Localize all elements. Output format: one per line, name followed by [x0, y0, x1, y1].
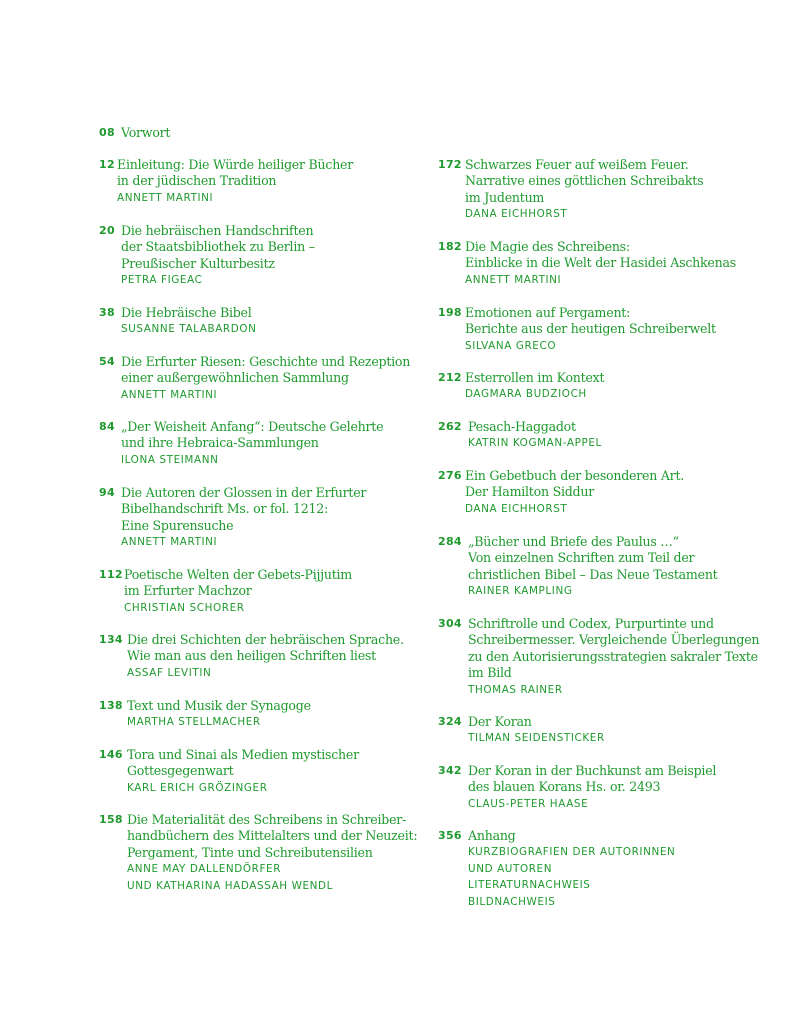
entry-body: [465, 468, 778, 517]
page-number: 146: [99, 748, 123, 761]
entry-body: [465, 305, 778, 354]
toc-entry[interactable]: [99, 419, 419, 468]
entry-body: [468, 419, 778, 452]
entry-body: [121, 125, 419, 141]
entry-body: [117, 157, 419, 206]
toc-entry[interactable]: [99, 125, 419, 141]
entry-author: UND KATHARINA HADASSAH WENDL: [127, 879, 334, 892]
toc-entry[interactable]: [99, 223, 419, 289]
entry-title-line: Die Autoren der Glossen in der Erfurter: [121, 485, 367, 500]
entry-title-line: Eine Spurensuche: [121, 517, 234, 533]
toc-entry[interactable]: [438, 534, 778, 600]
entry-title-line: Gottesgegenwart: [127, 763, 234, 779]
toc-entry[interactable]: [438, 763, 778, 812]
entry-author: ASSAF LEVITIN: [127, 666, 212, 679]
toc-entry[interactable]: [438, 370, 778, 403]
page-number: 182: [438, 240, 462, 253]
entry-author: ANNETT MARTINI: [465, 273, 562, 286]
entry-body: [468, 828, 778, 910]
page-number: 94: [99, 486, 115, 499]
page-number: 08: [99, 126, 115, 139]
entry-body: [121, 223, 419, 289]
toc-entry[interactable]: [99, 354, 419, 403]
entry-title-line: Die Magie des Schreibens:: [465, 239, 630, 254]
entry-title-line: Der Koran in der Buchkunst am Beispiel: [468, 763, 717, 778]
toc-entry[interactable]: [438, 828, 778, 910]
entry-body: [468, 534, 778, 600]
entry-title-line: Die drei Schichten der hebräischen Sprache.: [127, 632, 404, 647]
entry-body: [121, 485, 419, 551]
toc-entry[interactable]: [99, 305, 419, 338]
entry-body: [465, 239, 778, 288]
page-number: 262: [438, 420, 462, 433]
page-number: 356: [438, 829, 462, 842]
entry-title-line: „Der Weisheit Anfang“: Deutsche Gelehrte: [121, 419, 384, 434]
entry-title-line: und ihre Hebraica-Sammlungen: [121, 435, 319, 451]
page-number: 20: [99, 224, 115, 237]
entry-title-line: Emotionen auf Pergament:: [465, 305, 631, 320]
entry-title-line: Die Erfurter Riesen: Geschichte und Rezeption: [121, 354, 411, 369]
toc-entry[interactable]: [438, 305, 778, 354]
page-number: 212: [438, 371, 462, 384]
entry-title-line: Berichte aus der heutigen Schreiberwelt: [465, 321, 716, 337]
toc-entry[interactable]: [99, 747, 419, 796]
toc-entry[interactable]: [99, 567, 419, 616]
page-number: 38: [99, 306, 115, 319]
entry-author: ANNETT MARTINI: [121, 388, 218, 401]
entry-body: [127, 632, 419, 681]
page-number: 84: [99, 420, 115, 433]
entry-title-line: Schreibermesser. Vergleichende Überlegungen: [468, 632, 760, 648]
toc-entry[interactable]: [438, 468, 778, 517]
entry-author: ANNETT MARTINI: [121, 536, 218, 549]
entry-author: DANA EICHHORST: [465, 502, 568, 515]
page-number: 304: [438, 617, 462, 630]
page-number: 158: [99, 813, 123, 826]
entry-title-line: Anhang: [468, 828, 516, 843]
page-number: 12: [99, 158, 115, 171]
toc-entry[interactable]: [438, 714, 778, 747]
entry-author: CHRISTIAN SCHORER: [124, 601, 245, 614]
entry-author: CLAUS-PETER HAASE: [468, 797, 589, 810]
page-number: 172: [438, 158, 462, 171]
toc-entry[interactable]: [99, 157, 419, 206]
entry-author: LITERATURNACHWEIS: [468, 879, 591, 892]
toc-entry[interactable]: [438, 616, 778, 698]
entry-body: [124, 567, 419, 616]
entry-title-line: Tora und Sinai als Medien mystischer: [127, 747, 359, 762]
entry-author: KATRIN KOGMAN-APPEL: [468, 437, 602, 450]
toc-entry[interactable]: [99, 485, 419, 551]
entry-body: [468, 714, 778, 747]
page-number: 324: [438, 715, 462, 728]
entry-body: [121, 419, 419, 468]
entry-title-line: Narrative eines göttlichen Schreibakts: [465, 173, 704, 189]
entry-title-line: Text und Musik der Synagoge: [127, 698, 311, 713]
entry-body: [465, 157, 778, 223]
entry-author: SILVANA GRECO: [465, 339, 557, 352]
entry-author: KARL ERICH GRÖZINGER: [127, 781, 268, 794]
page-number: 112: [99, 568, 123, 581]
page-number: 134: [99, 633, 123, 646]
toc-entry[interactable]: [99, 632, 419, 681]
page-number: 276: [438, 469, 462, 482]
entry-title-line: Schwarzes Feuer auf weißem Feuer.: [465, 157, 689, 172]
entry-body: [127, 698, 419, 731]
entry-title-line: im Erfurter Machzor: [124, 583, 252, 599]
page-number: 284: [438, 535, 462, 548]
entry-body: [127, 747, 419, 796]
entry-author: MARTHA STELLMACHER: [127, 716, 261, 729]
entry-title-line: Einleitung: Die Würde heiliger Bücher: [117, 157, 354, 172]
entry-author: DANA EICHHORST: [465, 208, 568, 221]
entry-body: [468, 763, 778, 812]
entry-title-line: Der Koran: [468, 714, 532, 729]
entry-author: RAINER KAMPLING: [468, 585, 573, 598]
toc-entry[interactable]: [438, 157, 778, 223]
page-number: 198: [438, 306, 462, 319]
entry-title-line: zu den Autorisierungsstrategien sakraler Texte: [468, 648, 758, 664]
page-number: 138: [99, 699, 123, 712]
entry-title-line: Einblicke in die Welt der Hasidei Aschkenas: [465, 255, 736, 271]
entry-author: TILMAN SEIDENSTICKER: [468, 732, 605, 745]
entry-title-line: Die Materialität des Schreibens in Schreiber-: [127, 812, 407, 827]
entry-title-line: Schriftrolle und Codex, Purpurtinte und: [468, 616, 714, 631]
entry-title-line: Von einzelnen Schriften zum Teil der: [468, 550, 695, 566]
entry-title-line: im Bild: [468, 665, 512, 681]
entry-title-line: Bibelhandschrift Ms. or fol. 1212:: [121, 501, 329, 517]
entry-title-line: Pesach-Haggadot: [468, 419, 576, 434]
entry-title-line: Poetische Welten der Gebets-Pijjutim: [124, 567, 352, 582]
entry-title-line: Esterrollen im Kontext: [465, 370, 605, 385]
entry-body: [121, 305, 419, 338]
entry-author: UND AUTOREN: [468, 862, 553, 875]
entry-title-line: christlichen Bibel – Das Neue Testament: [468, 566, 718, 582]
entry-author: ANNETT MARTINI: [117, 191, 214, 204]
page-number: 342: [438, 764, 462, 777]
entry-title-line: Die Hebräische Bibel: [121, 305, 252, 320]
entry-author: PETRA FIGEAC: [121, 274, 203, 287]
entry-title-line: in der jüdischen Tradition: [117, 173, 277, 189]
entry-title-line: Wie man aus den heiligen Schriften liest: [127, 648, 376, 664]
toc-entry[interactable]: [99, 812, 419, 894]
page-number: 54: [99, 355, 115, 368]
toc-entry[interactable]: [438, 239, 778, 288]
entry-author: BILDNACHWEIS: [468, 895, 556, 908]
entry-title-line: „Bücher und Briefe des Paulus …“: [468, 534, 679, 549]
entry-body: [468, 616, 778, 698]
entry-title-line: im Judentum: [465, 189, 545, 205]
entry-body: [127, 812, 419, 894]
entry-title-line: Pergament, Tinte und Schreibutensilien: [127, 844, 373, 860]
entry-title-line: Vorwort: [121, 125, 171, 140]
entry-title-line: der Staatsbibliothek zu Berlin –: [121, 239, 315, 255]
toc-entry[interactable]: [99, 698, 419, 731]
entry-author: ILONA STEIMANN: [121, 453, 219, 466]
entry-title-line: Die hebräischen Handschriften: [121, 223, 314, 238]
entry-author: KURZBIOGRAFIEN DER AUTORINNEN: [468, 846, 676, 859]
entry-author: THOMAS RAINER: [468, 683, 563, 696]
entry-body: [465, 370, 778, 403]
toc-entry[interactable]: [438, 419, 778, 452]
entry-author: ANNE MAY DALLENDÖRFER: [127, 863, 282, 876]
entry-title-line: des blauen Korans Hs. or. 2493: [468, 779, 661, 795]
entry-author: SUSANNE TALABARDON: [121, 323, 257, 336]
entry-title-line: handbüchern des Mittelalters und der Neuzeit:: [127, 828, 418, 844]
entry-title-line: Der Hamilton Siddur: [465, 484, 594, 500]
entry-title-line: einer außergewöhnlichen Sammlung: [121, 370, 349, 386]
entry-title-line: Preußischer Kulturbesitz: [121, 255, 275, 271]
entry-title-line: Ein Gebetbuch der besonderen Art.: [465, 468, 685, 483]
entry-author: DAGMARA BUDZIOCH: [465, 388, 587, 401]
entry-body: [121, 354, 419, 403]
